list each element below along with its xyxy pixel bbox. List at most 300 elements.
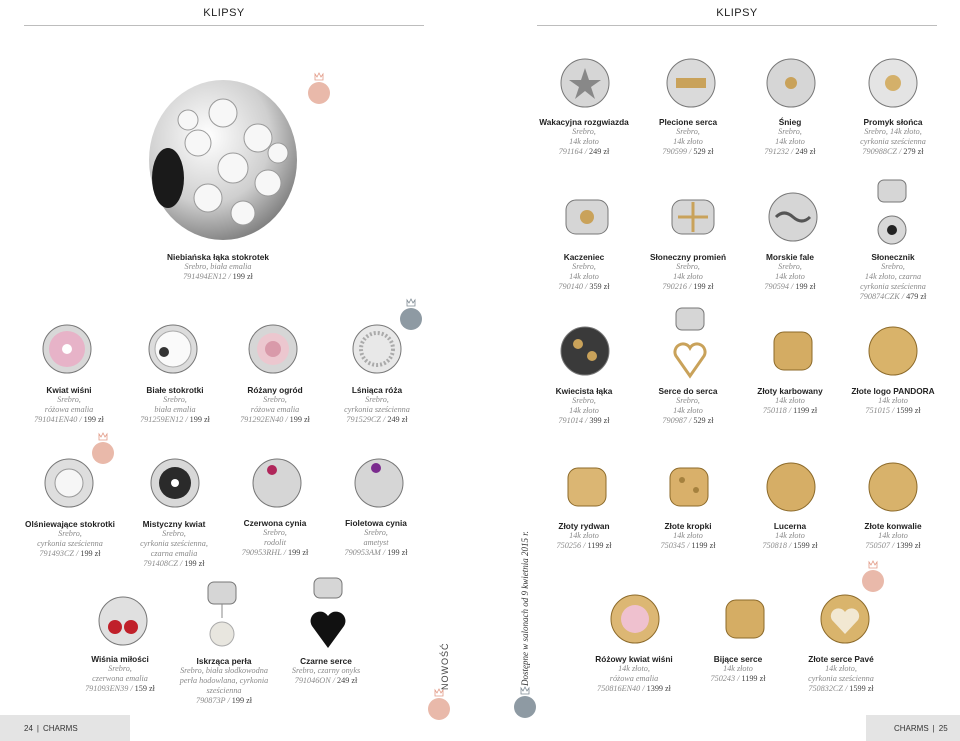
charm-image-heart-to-heart bbox=[668, 304, 712, 380]
product-price: 479 zł bbox=[906, 292, 927, 301]
product-name: Niebiańska łąka stokrotek bbox=[167, 252, 269, 262]
product-caption bbox=[838, 521, 948, 551]
product-caption bbox=[168, 656, 280, 706]
charm-image-shining-rose bbox=[350, 322, 404, 376]
product-name: Złote konwalie bbox=[864, 521, 922, 531]
product-name: Złote kropki bbox=[664, 521, 712, 531]
product-material: 14k złoto bbox=[673, 137, 703, 146]
product-code: 791292EN40 bbox=[240, 415, 284, 424]
badge-dot bbox=[400, 308, 422, 330]
product-material: cyrkonia sześcienna bbox=[860, 282, 926, 291]
product-caption bbox=[220, 385, 330, 425]
price-separator: / bbox=[177, 559, 185, 568]
price-separator: / bbox=[899, 292, 907, 301]
charm-image-red-zinnia bbox=[250, 456, 304, 510]
legend-badge-pink bbox=[428, 688, 450, 718]
charm-image-daisy-meadow-large bbox=[128, 68, 308, 248]
page-header-left bbox=[24, 0, 424, 26]
product-code-price bbox=[274, 676, 378, 686]
product-price: 529 zł bbox=[693, 147, 714, 156]
product-material: rodolit bbox=[264, 538, 286, 547]
product-caption bbox=[636, 117, 740, 157]
new-badge-pink bbox=[92, 432, 114, 462]
product-material: cyrkonia sześcienna bbox=[860, 137, 926, 146]
product-code: 750832CZ bbox=[808, 684, 843, 693]
product-name: Fioletowa cynia bbox=[345, 518, 407, 528]
product-code: 751015 bbox=[865, 406, 890, 415]
product-code-price bbox=[636, 416, 740, 426]
product-caption bbox=[322, 385, 432, 425]
product-caption bbox=[838, 252, 948, 302]
product-code: 750818 bbox=[762, 541, 787, 550]
product-code: 790953AM bbox=[344, 548, 381, 557]
product-caption bbox=[532, 386, 636, 426]
product-price: 199 zł bbox=[288, 548, 309, 557]
product-material: Srebro, biała emalia bbox=[184, 262, 252, 271]
product-material: Srebro, bbox=[778, 127, 802, 136]
product-code: 791494EN12 bbox=[183, 272, 227, 281]
product-material: Srebro, bbox=[572, 396, 596, 405]
product-name: Czarne serce bbox=[300, 656, 352, 666]
product-name: Słonecznik bbox=[871, 252, 915, 262]
product-material: Srebro, bbox=[58, 529, 82, 538]
product-price: 1399 zł bbox=[646, 684, 671, 693]
product-material: 14k złoto, bbox=[825, 664, 857, 673]
product-material: różowa emalia bbox=[609, 674, 659, 683]
charm-image-starfish bbox=[558, 56, 612, 110]
product-name: Wiśnia miłości bbox=[91, 654, 149, 664]
product-caption bbox=[636, 386, 740, 426]
badge-dot bbox=[428, 698, 450, 720]
product-material: Srebro, bbox=[364, 528, 388, 537]
product-code: 790874CZK bbox=[859, 292, 900, 301]
product-material: 14k złoto bbox=[569, 406, 599, 415]
page-header-right bbox=[537, 0, 937, 26]
product-material: 14k złoto bbox=[673, 406, 703, 415]
product-material: Srebro, bbox=[162, 529, 186, 538]
charm-image-white-daisies bbox=[146, 322, 200, 376]
charm-image-sun-ray bbox=[666, 190, 720, 244]
charm-image-sunbeam bbox=[866, 56, 920, 110]
product-code-price bbox=[532, 541, 636, 551]
product-caption bbox=[738, 252, 842, 292]
product-caption bbox=[636, 521, 740, 551]
product-name: Złote serce Pavé bbox=[808, 654, 874, 664]
price-separator: / bbox=[786, 406, 794, 415]
product-code-price bbox=[320, 548, 432, 558]
product-code: 790873P bbox=[195, 696, 226, 705]
product-code-price bbox=[128, 272, 308, 282]
product-code-price bbox=[636, 147, 740, 157]
product-caption bbox=[118, 519, 230, 569]
product-code: 790594 bbox=[764, 282, 789, 291]
product-price: 359 zł bbox=[589, 282, 610, 291]
product-caption bbox=[738, 386, 842, 416]
price-separator: / bbox=[685, 541, 692, 550]
product-code: 790216 bbox=[662, 282, 687, 291]
product-name: Bijące serce bbox=[713, 654, 763, 664]
product-code-price bbox=[838, 147, 948, 157]
price-separator: / bbox=[896, 147, 904, 156]
product-price: 249 zł bbox=[387, 415, 408, 424]
product-material: biała emalia bbox=[154, 405, 196, 414]
price-separator: / bbox=[380, 415, 388, 424]
product-price: 249 zł bbox=[589, 147, 610, 156]
product-name: Słoneczny promień bbox=[649, 252, 727, 262]
price-separator: / bbox=[226, 272, 233, 281]
product-code: 791041EN40 bbox=[34, 415, 78, 424]
product-caption bbox=[838, 117, 948, 157]
product-code-price bbox=[838, 406, 948, 416]
footer-section-right: CHARMS bbox=[894, 723, 929, 733]
product-caption bbox=[582, 654, 686, 694]
price-separator: / bbox=[582, 282, 590, 291]
product-material: Srebro, czarny onyks bbox=[291, 666, 361, 675]
product-code: 750345 bbox=[660, 541, 686, 550]
product-price: 199 zł bbox=[80, 549, 101, 558]
product-caption bbox=[120, 385, 230, 425]
charm-image-dazzling-daisies bbox=[42, 456, 96, 510]
price-separator: / bbox=[225, 696, 232, 705]
product-code: 791046ON bbox=[294, 676, 331, 685]
product-price: 249 zł bbox=[795, 147, 816, 156]
product-material: Srebro, bbox=[163, 395, 187, 404]
crown-icon bbox=[314, 72, 324, 81]
price-separator: / bbox=[330, 676, 338, 685]
product-code-price bbox=[118, 559, 230, 569]
product-price: 199 zł bbox=[231, 696, 253, 705]
product-caption bbox=[838, 386, 948, 416]
product-material: cyrkonia sześcienna bbox=[37, 539, 103, 548]
product-material: Srebro, bbox=[676, 396, 700, 405]
charm-image-gold-heart-pave bbox=[818, 592, 872, 646]
product-code-price bbox=[14, 549, 126, 559]
price-separator: / bbox=[581, 541, 588, 550]
product-material: Srebro, bbox=[676, 262, 700, 271]
charm-image-gold-dots bbox=[662, 460, 716, 514]
product-name: Lśniąca róża bbox=[351, 385, 403, 395]
badge-dot bbox=[92, 442, 114, 464]
product-code: 791014 bbox=[558, 416, 583, 425]
product-material: różowa emalia bbox=[250, 405, 300, 414]
product-material: Srebro, bbox=[572, 262, 596, 271]
product-material: różowa emalia bbox=[44, 405, 94, 414]
new-label: NOWOŚĆ bbox=[440, 642, 450, 690]
product-code-price bbox=[68, 684, 172, 694]
new-badge-pink bbox=[862, 560, 884, 590]
product-price: 279 zł bbox=[903, 147, 924, 156]
product-code-price bbox=[738, 147, 842, 157]
product-price: 159 zł bbox=[134, 684, 155, 693]
charm-image-gold-lily-of-the-valley bbox=[866, 460, 920, 514]
product-caption bbox=[320, 518, 432, 558]
product-price: 1199 zł bbox=[587, 541, 612, 550]
product-code: 750816EN40 bbox=[597, 684, 641, 693]
product-code-price bbox=[532, 147, 636, 157]
product-code: 791259EN12 bbox=[140, 415, 184, 424]
product-price: 1599 zł bbox=[849, 684, 874, 693]
product-code-price bbox=[14, 415, 124, 425]
charm-image-gold-ribbed bbox=[766, 324, 820, 378]
charm-image-marsh-marigold bbox=[560, 190, 614, 244]
product-name: Promyk słońca bbox=[863, 117, 923, 127]
product-caption bbox=[738, 117, 842, 157]
product-price: 1199 zł bbox=[741, 674, 766, 683]
page-number-left: 24 bbox=[24, 723, 33, 733]
price-separator: / bbox=[281, 548, 288, 557]
product-name: Mistyczny kwiat bbox=[142, 519, 206, 529]
product-name: Kwiecista łąka bbox=[555, 386, 613, 396]
product-caption bbox=[532, 117, 636, 157]
product-code: 750118 bbox=[762, 406, 787, 415]
product-price: 1199 zł bbox=[691, 541, 716, 550]
product-code: 790140 bbox=[558, 282, 583, 291]
charm-image-sunflower bbox=[870, 176, 914, 252]
product-material: Srebro, bbox=[263, 395, 287, 404]
product-code-price bbox=[220, 548, 330, 558]
product-price: 1399 zł bbox=[896, 541, 921, 550]
product-material: 14k złoto bbox=[723, 664, 753, 673]
product-name: Lucerna bbox=[773, 521, 807, 531]
product-code: 750256 bbox=[556, 541, 582, 550]
product-material: ametyst bbox=[363, 538, 389, 547]
product-material: Srebro, bbox=[778, 262, 802, 271]
product-material: cyrkonia sześcienna bbox=[344, 405, 410, 414]
product-material: perła hodowlana, cyrkonia bbox=[179, 676, 269, 685]
product-code: 790987 bbox=[662, 416, 687, 425]
price-separator: / bbox=[786, 541, 794, 550]
product-material: Srebro, bbox=[263, 528, 287, 537]
charm-image-gold-chariot bbox=[560, 460, 614, 514]
product-price: 199 zł bbox=[693, 282, 714, 291]
product-name: Różany ogród bbox=[247, 385, 303, 395]
product-code: 791493CZ bbox=[39, 549, 74, 558]
product-material: Srebro, bbox=[57, 395, 81, 404]
product-code-price bbox=[636, 541, 740, 551]
new-badge-pink bbox=[308, 72, 330, 102]
product-caption bbox=[128, 252, 308, 282]
product-material: sześcienna bbox=[206, 686, 242, 695]
charm-image-cherry-love bbox=[96, 594, 150, 648]
product-price: 199 zł bbox=[184, 559, 205, 568]
footer-right bbox=[866, 715, 960, 741]
header-title: KLIPSY bbox=[203, 6, 245, 19]
product-material: Srebro, 14k złoto, bbox=[864, 127, 922, 136]
product-name: Morskie fale bbox=[766, 252, 814, 262]
product-material: 14k złoto, czarna bbox=[864, 272, 922, 281]
price-separator: / bbox=[889, 406, 897, 415]
crown-icon bbox=[98, 432, 108, 441]
product-code: 791093EN39 bbox=[85, 684, 129, 693]
product-caption bbox=[274, 656, 378, 686]
availability-note: Dostępne w salonach od 9 kwietnia 2015 r. bbox=[520, 531, 530, 686]
charm-image-sea-waves bbox=[766, 190, 820, 244]
product-material: 14k złoto bbox=[569, 531, 599, 540]
product-material: 14k złoto bbox=[775, 531, 805, 540]
product-code: 791232 bbox=[764, 147, 789, 156]
product-code-price bbox=[220, 415, 330, 425]
charm-image-sparkling-pearl bbox=[200, 578, 244, 654]
product-material: cyrkonia sześcienna, bbox=[140, 539, 208, 548]
charm-image-violet-zinnia bbox=[352, 456, 406, 510]
product-code-price bbox=[168, 696, 280, 706]
product-code: 791164 bbox=[558, 147, 583, 156]
product-code-price bbox=[738, 541, 842, 551]
price-separator: / bbox=[380, 548, 388, 557]
product-code-price bbox=[838, 541, 948, 551]
product-code-price bbox=[532, 416, 636, 426]
charm-image-mystic-flower bbox=[148, 456, 202, 510]
product-code-price bbox=[120, 415, 230, 425]
product-caption bbox=[14, 519, 126, 559]
footer-left bbox=[0, 715, 130, 741]
footer-section-left: CHARMS bbox=[42, 723, 78, 733]
footer-separator: | bbox=[932, 723, 935, 733]
product-material: czerwona emalia bbox=[92, 674, 148, 683]
product-caption bbox=[68, 654, 172, 694]
badge-dot bbox=[308, 82, 330, 104]
page-number-right: 25 bbox=[938, 723, 948, 733]
price-separator: / bbox=[686, 147, 694, 156]
product-code-price bbox=[532, 282, 636, 292]
product-name: Śnieg bbox=[778, 117, 802, 127]
price-separator: / bbox=[283, 415, 290, 424]
crown-icon bbox=[520, 686, 530, 695]
product-material: Srebro, bbox=[365, 395, 389, 404]
product-price: 199 zł bbox=[289, 415, 310, 424]
product-caption bbox=[786, 654, 896, 694]
product-name: Złoty rydwan bbox=[558, 521, 610, 531]
charm-image-rose-garden bbox=[246, 322, 300, 376]
charm-image-pink-cherry-blossom bbox=[608, 592, 662, 646]
product-caption bbox=[532, 521, 636, 551]
product-code-price bbox=[582, 684, 686, 694]
product-name: Iskrząca perła bbox=[196, 656, 252, 666]
product-code: 750243 bbox=[710, 674, 736, 683]
product-material: czarna emalia bbox=[150, 549, 198, 558]
product-caption bbox=[14, 385, 124, 425]
price-separator: / bbox=[640, 684, 647, 693]
product-price: 399 zł bbox=[589, 416, 610, 425]
price-separator: / bbox=[77, 415, 84, 424]
product-name: Olśniewające stokrotki bbox=[25, 519, 115, 529]
product-name: Białe stokrotki bbox=[146, 385, 204, 395]
charm-image-cherry-blossom bbox=[40, 322, 94, 376]
product-material: 14k złoto bbox=[775, 137, 805, 146]
product-material: cyrkonia sześcienna bbox=[808, 674, 874, 683]
product-material: 14k złoto bbox=[775, 272, 805, 281]
product-caption bbox=[738, 521, 842, 551]
product-code-price bbox=[738, 282, 842, 292]
legend-badge-gray bbox=[514, 686, 536, 716]
product-material: 14k złoto bbox=[775, 396, 805, 405]
price-separator: / bbox=[889, 541, 897, 550]
charm-image-beating-heart bbox=[718, 592, 772, 646]
product-material: Srebro, bbox=[108, 664, 132, 673]
product-material: 14k złoto bbox=[878, 531, 908, 540]
new-badge-gray bbox=[400, 298, 422, 328]
product-material: Srebro, biała słodkowodna bbox=[180, 666, 268, 675]
product-caption bbox=[220, 518, 330, 558]
price-separator: / bbox=[73, 549, 81, 558]
product-code: 790599 bbox=[662, 147, 687, 156]
product-material: 14k złoto bbox=[673, 272, 703, 281]
product-material: Srebro, bbox=[676, 127, 700, 136]
product-code-price bbox=[686, 674, 790, 684]
charm-image-woven-hearts bbox=[664, 56, 718, 110]
product-code-price bbox=[786, 684, 896, 694]
product-material: 14k złoto bbox=[878, 396, 908, 405]
crown-icon bbox=[406, 298, 416, 307]
product-material: 14k złoto bbox=[569, 137, 599, 146]
header-title: KLIPSY bbox=[716, 6, 758, 19]
product-code-price bbox=[636, 282, 740, 292]
product-name: Złote logo PANDORA bbox=[851, 386, 935, 396]
price-separator: / bbox=[128, 684, 135, 693]
product-caption bbox=[686, 654, 790, 684]
price-separator: / bbox=[735, 674, 742, 683]
price-separator: / bbox=[183, 415, 190, 424]
product-name: Różowy kwiat wiśni bbox=[595, 654, 673, 664]
product-price: 199 zł bbox=[83, 415, 104, 424]
charm-image-snow bbox=[764, 56, 818, 110]
product-name: Złoty karbowany bbox=[757, 386, 823, 396]
product-caption bbox=[636, 252, 740, 292]
price-separator: / bbox=[582, 147, 590, 156]
price-separator: / bbox=[686, 282, 694, 291]
product-material: 14k złoto bbox=[673, 531, 703, 540]
footer-separator: | bbox=[36, 723, 39, 733]
product-code: 790988CZ bbox=[862, 147, 897, 156]
crown-icon bbox=[868, 560, 878, 569]
product-price: 529 zł bbox=[693, 416, 714, 425]
charm-image-black-heart bbox=[304, 574, 352, 654]
product-caption bbox=[532, 252, 636, 292]
price-separator: / bbox=[582, 416, 590, 425]
badge-dot bbox=[862, 570, 884, 592]
price-separator: / bbox=[788, 282, 796, 291]
charm-image-gold-pandora-logo bbox=[866, 324, 920, 378]
product-name: Wakacyjna rozgwiazda bbox=[539, 117, 629, 127]
product-code: 791529CZ bbox=[346, 415, 381, 424]
product-price: 1599 zł bbox=[793, 541, 818, 550]
product-code-price bbox=[738, 406, 842, 416]
product-price: 199 zł bbox=[232, 272, 253, 281]
badge-dot bbox=[514, 696, 536, 718]
product-price: 1599 zł bbox=[896, 406, 921, 415]
product-name: Czerwona cynia bbox=[243, 518, 307, 528]
product-name: Serce do serca bbox=[658, 386, 718, 396]
product-name: Kwiat wiśni bbox=[46, 385, 92, 395]
product-price: 1199 zł bbox=[793, 406, 818, 415]
product-name: Plecione serca bbox=[658, 117, 718, 127]
product-code-price bbox=[838, 292, 948, 302]
charm-image-flower-meadow bbox=[558, 324, 612, 378]
product-code-price bbox=[322, 415, 432, 425]
product-price: 199 zł bbox=[189, 415, 210, 424]
product-material: 14k złoto bbox=[569, 272, 599, 281]
product-price: 199 zł bbox=[795, 282, 816, 291]
charm-image-lucerne bbox=[764, 460, 818, 514]
price-separator: / bbox=[788, 147, 796, 156]
product-name: Kaczeniec bbox=[563, 252, 605, 262]
product-code: 790953RHL bbox=[241, 548, 282, 557]
product-material: Srebro, bbox=[572, 127, 596, 136]
product-material: 14k złoto, bbox=[618, 664, 650, 673]
product-code: 791408CZ bbox=[143, 559, 178, 568]
product-price: 199 zł bbox=[387, 548, 408, 557]
product-code: 750507 bbox=[865, 541, 890, 550]
